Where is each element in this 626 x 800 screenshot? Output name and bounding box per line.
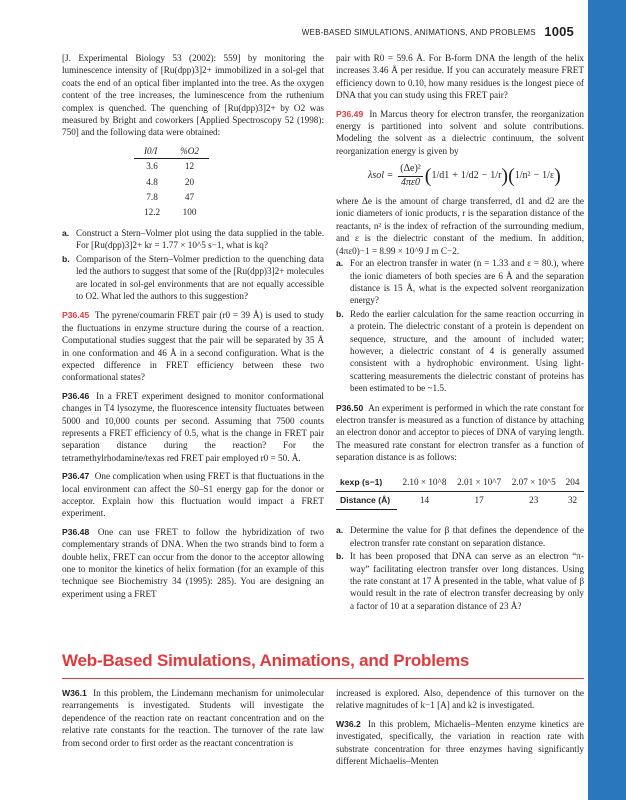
table-cell: 12 bbox=[184, 161, 195, 172]
prefactor-fraction bbox=[398, 163, 423, 189]
item-letter: a. bbox=[336, 258, 344, 269]
stern-volmer-table bbox=[134, 145, 209, 221]
item-letter: a. bbox=[336, 525, 344, 536]
web-left-column bbox=[62, 687, 324, 749]
problem-text: One can use FRET to follow the hybridization of two complementary strands of DNA. When the two strands bind to form a double helix, FRET can occur from the donor to the acceptor allowing one to monitor the kinetics of helix formation (for an example of this technique see Biochemistry 34 (1995): 285). You are designing an experiment using a FRET bbox=[62, 526, 324, 599]
web-right-column bbox=[336, 687, 584, 767]
running-header bbox=[302, 24, 574, 39]
col-header-oxygen: %O2 bbox=[170, 145, 209, 159]
left-column bbox=[62, 52, 324, 600]
table-cell: 47 bbox=[184, 192, 195, 203]
item-text: It has been proposed that DNA can serve as an electron “π-way” facilitating electron transfer over long distances. Using the rate constant at 17 Å presented in the table, what value of β would result in the rate of electron transfer decreasing by only a factor of 10 at a separation distance of 23 Å? bbox=[350, 551, 584, 611]
row-label-distance: Distance (Å) bbox=[336, 492, 397, 510]
item-letter: a. bbox=[62, 227, 70, 238]
problem-text: The pyrene/coumarin FRET pair (r0 = 39 Å) is used to study the fluctuations in enzyme structure during the course of a reaction. Computational studies suggest that the pair will be separated by 35 Å in one conformation and 46 Å in a second configuration. What is the expected difference in FRET efficiency between these two conformational states? bbox=[62, 310, 324, 383]
problem-intro: [J. Experimental Biology 53 (2002): 559] by monitoring the luminescence intensity of [Ru(dpp)3]2+ immobilized in a sol-gel that coats the end of an optical fiber implanted into the tree. As the oxygen content of the tree increases, the luminescence from the ruthenium complex is quenched. The quenching of [Ru(dpp)3]2+ by O2 was measured by Bright and coworkers [Applied Spectroscopy 52 (1998): 750] and the following data were obtained: bbox=[62, 53, 324, 138]
problem-text: In this problem, Michaelis–Menten enzyme kinetics are investigated, specifically, the variation in reaction rate with substrate concentration for three enzymes having significantly different Michaelis–Menten bbox=[336, 718, 584, 767]
problem-w36-1 bbox=[62, 687, 324, 749]
problem-text: In Marcus theory for electron transfer, the reorganization energy is partitioned into solvent and solute contributions. Modeling the solvent as a dielectric continuum, the solvent reorganization energy is given by bbox=[336, 108, 585, 156]
table-cell: 3.6 bbox=[146, 161, 158, 172]
table-row bbox=[134, 159, 209, 175]
problem-label: P36.47 bbox=[62, 471, 90, 482]
item-text: For an electron transfer in water (n = 1.33 and ε = 80.), where the ionic diameters of both species are 6 Å and the separation distance is 15 Å, what is the expected solvent reorganization energy? bbox=[350, 258, 584, 306]
table-cell: 2.07 × 10^5 bbox=[506, 474, 561, 492]
problem-text: In a FRET experiment designed to monitor conformational changes in T4 lysozyme, the fluorescence intensity fluctuates between 5000 and 10,000 counts per second. Assuming that 7500 counts represents a FRET efficiency of 0.5, what is the change in FRET pair separation distance during the reaction? For the tetramethylrhodamine/texas red FRET pair employed r0 = 50. Å. bbox=[62, 390, 324, 463]
term-1-over-r: 1/r bbox=[490, 169, 502, 181]
col-header-intensity-ratio: I0/I bbox=[134, 145, 170, 159]
term-1-over-d2: 1/d2 bbox=[460, 169, 479, 181]
table-cell: 12.2 bbox=[144, 207, 161, 218]
table-cell: 32 bbox=[567, 495, 578, 506]
term-1-over-d1: 1/d1 bbox=[431, 169, 450, 181]
running-title: WEB-BASED SIMULATIONS, ANIMATIONS, AND PROBLEMS bbox=[301, 28, 536, 37]
problem-w36-2 bbox=[336, 718, 584, 768]
sub-question-b bbox=[62, 253, 324, 303]
page-number: 1005 bbox=[544, 24, 574, 39]
section-divider bbox=[62, 678, 584, 679]
problem-text: An experiment is performed in which the rate constant for electron transfer is measured as a function of distance by attaching an electron donor and acceptor to pieces of DNA of varying length. The measured rate constant for electron transfer as a function of separation distance is as follows: bbox=[336, 402, 584, 463]
item-text: Construct a Stern–Volmer plot using the data supplied in the table. For [Ru(dpp)3]2+ kr = 1.77 × 10^5 s−1, what is kq? bbox=[76, 227, 324, 251]
table-cell: 2.01 × 10^7 bbox=[452, 474, 507, 492]
problem-p36-49 bbox=[336, 108, 584, 158]
problem-text: One complication when using FRET is that fluctuations in the local environment can affect the S0–S1 energy gap for the donor or acceptor. Explain how this fluctuation would impact a FRET experiment. bbox=[62, 471, 325, 519]
table-cell: 2.10 × 10^8 bbox=[397, 474, 452, 492]
item-letter: b. bbox=[336, 308, 344, 319]
table-cell: 17 bbox=[474, 495, 484, 506]
problem-p36-50 bbox=[336, 402, 584, 464]
sub-question-b bbox=[336, 308, 584, 395]
right-column bbox=[336, 52, 584, 613]
problem-w36-1-continuation: increased is explored. Also, dependence of this turnover on the relative magnitudes of k−1 [A] and k2 is investigated. bbox=[336, 688, 584, 711]
sub-question-a bbox=[62, 227, 324, 252]
sub-question-a bbox=[336, 257, 584, 307]
item-text: Redo the earlier calculation for the same reaction occurring in a protein. The dielectric constant of a protein is dependent on sequence, structure, and the amount of included water; however, a dielectric constant of 4 is generally assumed consistent with a hydrophobic environment. Using light-scattering measurements the dielectric constant of proteins has been estimated to be ~1.5. bbox=[350, 308, 584, 394]
table-row bbox=[134, 175, 209, 190]
problem-p36-46 bbox=[62, 390, 324, 464]
equation-definitions: where Δe is the amount of charge transferred, d1 and d2 are the ionic diameters of ionic products, r is the separation distance of the reactants, n² is the index of refraction of the surrounding medium, and ε is the dielectric constant of the medium. In addition, (4πε0)−1 = 8.99 × 10^9 J m C−2. bbox=[336, 196, 584, 256]
problem-label: P36.45 bbox=[62, 310, 90, 321]
rate-constant-table bbox=[336, 474, 584, 511]
term-1-over-n2: 1/n² bbox=[514, 169, 531, 181]
table-cell: 204 bbox=[561, 474, 584, 492]
item-letter: b. bbox=[336, 551, 344, 562]
table-row bbox=[134, 190, 209, 205]
problem-label: W36.1 bbox=[62, 688, 87, 698]
operator: − bbox=[481, 169, 488, 181]
equation-lhs: λsol = bbox=[368, 169, 394, 181]
problem-text: In this problem, the Lindemann mechanism for unimolecular rearrangements is investigated. Students will investigate the dependence of the reaction rate on reactant concentration and on the relative rate constants for the reaction. The turnover of the rate law from second order to first order as the reactant concentration is bbox=[62, 688, 325, 748]
term-1-over-epsilon: 1/ε bbox=[542, 169, 555, 181]
fraction-denominator: 4πε0 bbox=[401, 176, 420, 188]
problem-continuation: pair with R0 = 59.6 Å. For B-form DNA the length of the helix increases 3.46 Å per residue. If you can accurately measure FRET efficiency down to 0.10, how many residues is the longest piece of DNA that you can study using this FRET pair? bbox=[336, 53, 584, 101]
problem-p36-45 bbox=[62, 309, 324, 383]
sub-question-b bbox=[336, 550, 584, 612]
marcus-equation: λsol = $\frac{\text{(Δe)²}}{4\pi\varepsilon 0}$ ( 1/d1 + 1/d2 − 1/r ) ( 1/n² − 1/ε ) bbox=[368, 163, 561, 188]
row-label-kexp: kexp (s−1) bbox=[336, 474, 397, 492]
item-text: Comparison of the Stern–Volmer prediction to the quenching data led the authors to suggest that some of the [Ru(dpp)3]2+ molecules are located in sol-gel environments that are not equally accessible to O2. What led the authors to this suggestion? bbox=[76, 253, 324, 301]
problem-label: P36.50 bbox=[336, 402, 364, 413]
table-cell: 100 bbox=[182, 207, 197, 218]
table-cell: 7.8 bbox=[146, 192, 158, 203]
table-cell: 14 bbox=[419, 495, 430, 506]
table-cell: 4.8 bbox=[146, 176, 158, 187]
problem-label: P36.48 bbox=[62, 526, 90, 537]
problem-p36-48 bbox=[62, 526, 324, 600]
table-row bbox=[134, 205, 209, 220]
item-text: Determine the value for β that defines the dependence of the electron transfer rate constant on separation distance. bbox=[350, 525, 584, 548]
fraction-numerator: (Δe)² bbox=[398, 163, 423, 176]
operator: − bbox=[533, 169, 540, 181]
operator: + bbox=[452, 169, 458, 181]
item-letter: b. bbox=[62, 253, 70, 264]
problem-label: P36.49 bbox=[336, 108, 364, 119]
sub-question-a bbox=[336, 524, 584, 549]
table-cell: 23 bbox=[529, 495, 539, 506]
section-title: Web-Based Simulations, Animations, and Problems bbox=[62, 651, 470, 670]
problem-p36-47 bbox=[62, 470, 324, 520]
problem-label: W36.2 bbox=[336, 718, 361, 729]
table-cell: 20 bbox=[184, 176, 195, 187]
problem-label: P36.46 bbox=[62, 390, 90, 401]
page-edge-tab bbox=[588, 0, 626, 800]
